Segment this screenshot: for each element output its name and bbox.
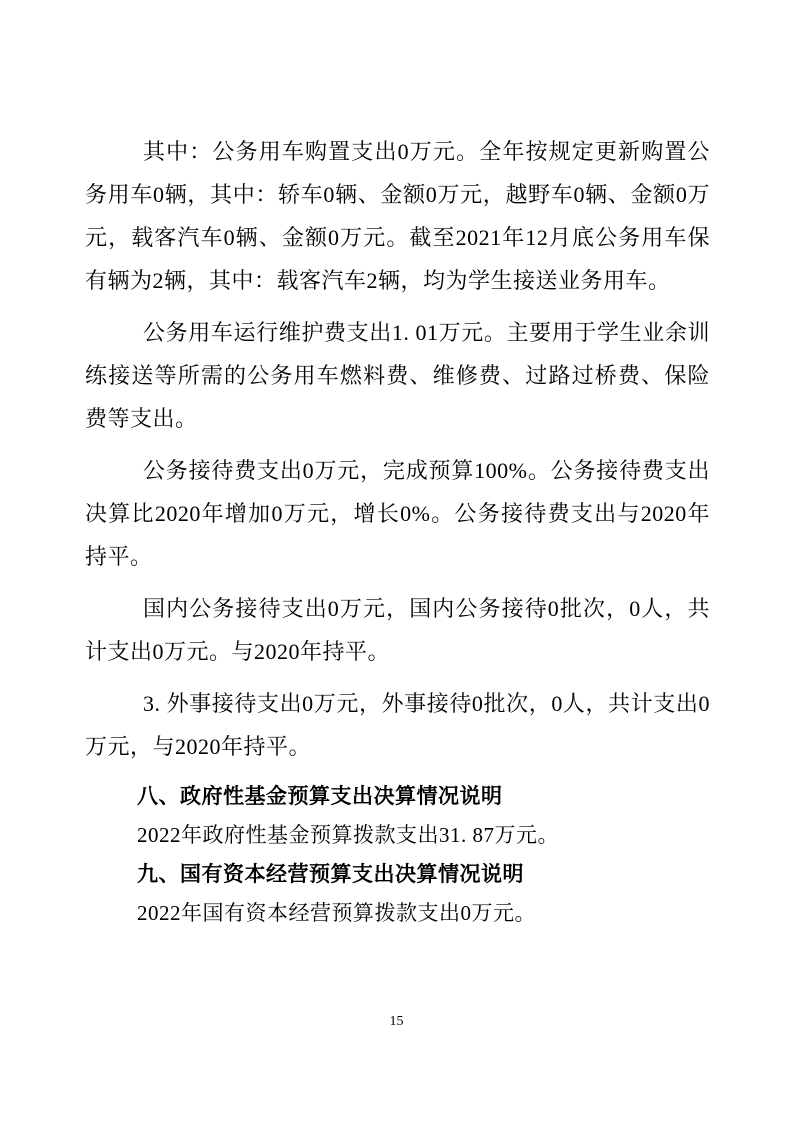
paragraph-vehicle-purchase: 其中：公务用车购置支出0万元。全年按规定更新购置公务用车0辆，其中：轿车0辆、金额0万元，越野车0辆、金额0万元，载客汽车0辆、金额0万元。截至2021年12月底公务用车保有辆为2辆，其中：载客汽车2辆，均为学生接送业务用车。 bbox=[85, 139, 710, 293]
paragraph-domestic-reception: 国内公务接待支出0万元，国内公务接待0批次，0人，共计支出0万元。与2020年持平。 bbox=[85, 596, 710, 664]
section-heading-state-capital: 九、国有资本经营预算支出决算情况说明 bbox=[137, 863, 524, 886]
section-body-state-capital: 2022年国有资本经营预算拨款支出0万元。 bbox=[137, 901, 536, 925]
paragraph-vehicle-maintenance: 公务用车运行维护费支出1. 01万元。主要用于学生业余训练接送等所需的公务用车燃料费、维修费、过路过桥费、保险费等支出。 bbox=[85, 320, 710, 431]
page-number: 15 bbox=[389, 1014, 404, 1029]
section-body-government-fund: 2022年政府性基金预算拨款支出31. 87万元。 bbox=[137, 823, 559, 847]
paragraph-foreign-reception: 3. 外事接待支出0万元，外事接待0批次，0人，共计支出0万元，与2020年持平。 bbox=[85, 691, 710, 759]
section-heading-government-fund: 八、政府性基金预算支出决算情况说明 bbox=[137, 785, 503, 808]
page-content bbox=[85, 130, 710, 933]
paragraph-official-reception: 公务接待费支出0万元，完成预算100%。公务接待费支出决算比2020年增加0万元，增长0%。公务接待费支出与2020年持平。 bbox=[85, 458, 710, 569]
